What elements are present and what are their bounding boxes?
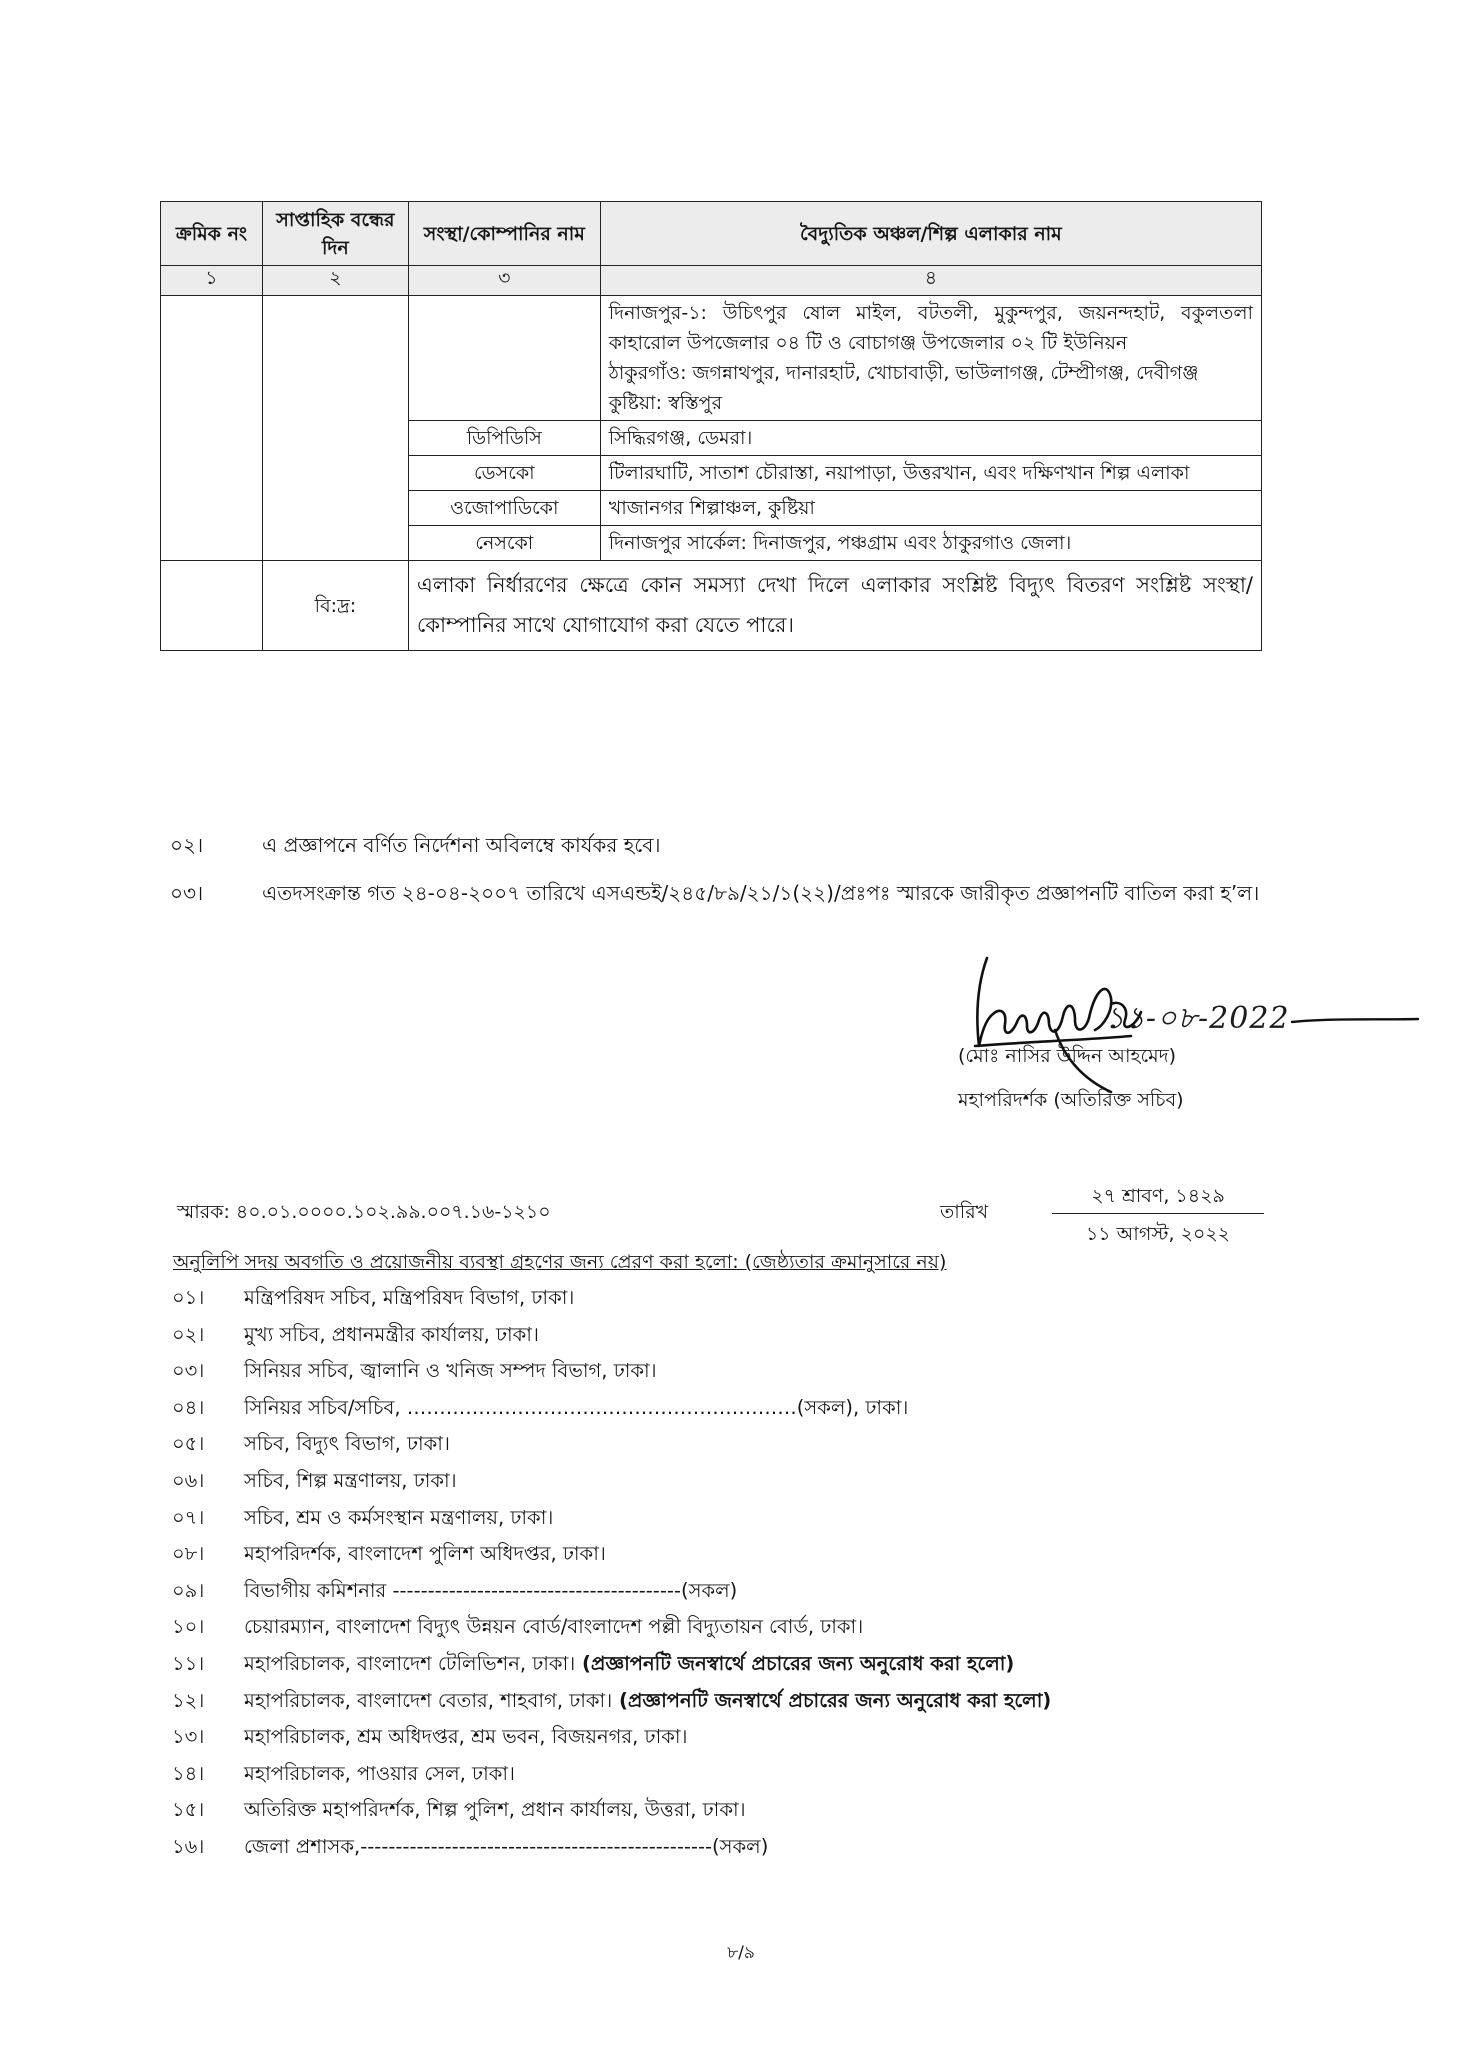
item-text: মহাপরিচালক, বাংলাদেশ বেতার, শাহবাগ, ঢাকা। (244, 1688, 613, 1712)
area-cell: সিদ্ধিরগঞ্জ, ডেমরা। (600, 421, 1261, 456)
header-company: সংস্থা/কোম্পানির নাম (408, 202, 600, 266)
list-item (172, 1500, 1272, 1537)
list-item (172, 1390, 1272, 1427)
column-number: ২ (262, 266, 408, 296)
item-number: ০৩। (172, 1359, 205, 1383)
signature-date: ১১-০৮-2022 (1105, 1001, 1290, 1036)
column-number: ৪ (600, 266, 1261, 296)
serial-cell (161, 296, 263, 561)
item-text: মহাপরিচালক, পাওয়ার সেল, ঢাকা। (244, 1761, 516, 1785)
item-number: ১১। (172, 1651, 205, 1675)
list-item (172, 1463, 1272, 1500)
header-area: বৈদ্যুতিক অঞ্চল/শিল্প এলাকার নাম (600, 202, 1261, 266)
area-line: দিনাজপুর-১: উচিৎপুর ষোল মাইল, বটতলী, মুকুন্দপুর, জয়নন্দহাট, বকুলতলা কাহারোল উপজেলার ০৪ টি ও বোচাগঞ্জ উপজেলার ০২ টি ইউনিয়ন (608, 302, 1253, 354)
area-cell (600, 296, 1261, 421)
item-number: ০৮। (172, 1542, 205, 1566)
company-cell: ডিপিডিসি (408, 421, 600, 456)
table-row (161, 296, 1262, 421)
item-request-note: (প্রজ্ঞাপনটি জনস্বার্থে প্রচারের জন্য অনুরোধ করা হলো) (575, 1651, 1015, 1675)
item-text: মন্ত্রিপরিষদ সচিব, মন্ত্রিপরিষদ বিভাগ, ঢাকা। (244, 1286, 575, 1309)
item-text: সিনিয়র সচিব, জ্বালানি ও খনিজ সম্পদ বিভাগ, ঢাকা। (244, 1359, 657, 1383)
signature-underline (1290, 1014, 1420, 1028)
item-request-note: (প্রজ্ঞাপনটি জনস্বার্থে প্রচারের জন্য অনুরোধ করা হলো) (612, 1688, 1052, 1712)
item-number: ১৬। (172, 1834, 205, 1858)
item-text: সিনিয়র সচিব/সচিব, ……………………………………………………(সকল), ঢাকা। (244, 1395, 909, 1419)
item-number: ১৪। (172, 1761, 205, 1785)
company-cell: ওজোপাডিকো (408, 491, 600, 526)
zone-table (160, 201, 1262, 651)
item-text: মুখ্য সচিব, প্রধানমন্ত্রীর কার্যালয়, ঢাকা। (244, 1322, 539, 1346)
item-text: চেয়ারম্যান, বাংলাদেশ বিদ্যুৎ উন্নয়ন বোর্ড/বাংলাদেশ পল্লী বিদ্যুতায়ন বোর্ড, ঢাকা। (244, 1615, 864, 1639)
list-item (172, 1317, 1272, 1354)
memo-date (1052, 1178, 1264, 1250)
item-number: ০১। (172, 1286, 205, 1309)
company-cell: নেসকো (408, 526, 600, 561)
item-text: সচিব, বিদ্যুৎ বিভাগ, ঢাকা। (244, 1432, 450, 1456)
holiday-cell (262, 296, 408, 561)
list-item (172, 1756, 1272, 1793)
item-text: জেলা প্রশাসক,--------------------------------------------------(সকল) (244, 1834, 769, 1858)
column-number: ৩ (408, 266, 600, 296)
item-text: মহাপরিদর্শক, বাংলাদেশ পুলিশ অধিদপ্তর, ঢাকা। (244, 1542, 606, 1566)
table-column-number-row (161, 266, 1262, 296)
paragraph (170, 826, 1262, 864)
item-number: ০৭। (172, 1505, 205, 1529)
company-cell: ডেসকো (408, 456, 600, 491)
paragraph (170, 874, 1262, 912)
area-cell: দিনাজপুর সার্কেল: দিনাজপুর, পঞ্চগ্রাম এবং ঠাকুরগাও জেলা। (600, 526, 1261, 561)
area-cell: টিলারঘাটি, সাতাশ চৌরাস্তা, নয়াপাড়া, উত্তরখান, এবং দক্ষিণখান শিল্প এলাকা (600, 456, 1261, 491)
copy-heading: অনুলিপি সদয় অবগতি ও প্রয়োজনীয় ব্যবস্থা গ্রহণের জন্য প্রেরণ করা হলো: (জেষ্ঠ্যতার ক্রমানুসারে নয়) (173, 1251, 947, 1273)
paragraph-number: ০৩। (170, 881, 204, 905)
list-item (172, 1353, 1272, 1390)
recipient-list (172, 1280, 1272, 1866)
list-item (172, 1683, 1272, 1720)
note-text: এলাকা নির্ধারণের ক্ষেত্রে কোন সমস্যা দেখা দিলে এলাকার সংশ্লিষ্ট বিদ্যুৎ বিতরণ সংশ্লিষ্ট সংস্থা/কোম্পানির সাথে যোগাযোগ করা যেতে পারে। (408, 561, 1261, 651)
item-text: মহাপরিচালক, বাংলাদেশ টেলিভিশন, ঢাকা। (244, 1651, 576, 1675)
header-weekly-holiday: সাপ্তাহিক বন্ধের দিন (262, 202, 408, 266)
date-bangla: ২৭ শ্রাবণ, ১৪২৯ (1052, 1178, 1264, 1214)
column-number: ১ (161, 266, 263, 296)
area-line: কুষ্টিয়া: স্বস্তিপুর (608, 392, 723, 414)
item-number: ০৬। (172, 1468, 205, 1492)
item-number: ১২। (172, 1688, 205, 1712)
signer-name: (মোঃ নাসির উদ্দিন আহমেদ) (958, 1045, 1177, 1067)
list-item (172, 1609, 1272, 1646)
paragraph-number: ০২। (170, 833, 204, 857)
table-note-row (161, 561, 1262, 651)
item-number: ০৯। (172, 1578, 205, 1602)
note-empty-cell (161, 561, 263, 651)
page-number: ৮/৯ (727, 1943, 755, 1963)
table-header-row (161, 202, 1262, 266)
area-line: ঠাকুরগাঁও: জগন্নাথপুর, দানারহাট, খোচাবাড়ী, ভাউলাগঞ্জ, টেম্প্রীগঞ্জ, দেবীগঞ্জ (608, 362, 1199, 384)
date-label: তারিখ (940, 1201, 989, 1223)
header-serial: ক্রমিক নং (161, 202, 263, 266)
note-label: বি:দ্র: (262, 561, 408, 651)
list-item (172, 1573, 1272, 1610)
item-number: ১৩। (172, 1725, 205, 1749)
item-number: ০৫। (172, 1432, 205, 1456)
item-text: বিভাগীয় কমিশনার -----------------------------------------(সকল) (244, 1578, 738, 1602)
list-item (172, 1426, 1272, 1463)
list-item (172, 1646, 1272, 1683)
list-item (172, 1719, 1272, 1756)
list-item (172, 1829, 1272, 1866)
item-text: মহাপরিচালক, শ্রম অধিদপ্তর, শ্রম ভবন, বিজয়নগর, ঢাকা। (244, 1725, 688, 1749)
date-english: ১১ আগস্ট, ২০২২ (1085, 1223, 1231, 1245)
company-cell (408, 296, 600, 421)
list-item (172, 1536, 1272, 1573)
list-item (172, 1792, 1272, 1829)
signer-designation: মহাপরিদর্শক (অতিরিক্ত সচিব) (958, 1089, 1184, 1111)
list-item (172, 1280, 1272, 1317)
item-text: অতিরিক্ত মহাপরিদর্শক, শিল্প পুলিশ, প্রধান কার্যালয়, উত্তরা, ঢাকা। (244, 1798, 746, 1822)
item-number: ০৪। (172, 1395, 205, 1419)
paragraph-text: এ প্রজ্ঞাপনে বর্ণিত নির্দেশনা অবিলম্বে কার্যকর হবে। (262, 833, 661, 857)
item-number: ১৫। (172, 1798, 205, 1822)
area-cell: খাজানগর শিল্পাঞ্চল, কুষ্টিয়া (600, 491, 1261, 526)
item-text: সচিব, শ্রম ও কর্মসংস্থান মন্ত্রণালয়, ঢাকা। (244, 1505, 554, 1529)
memo-reference: স্মারক: ৪০.০১.০০০০.১০২.৯৯.০০৭.১৬-১২১০ (177, 1201, 551, 1223)
item-number: ০২। (172, 1322, 205, 1346)
item-number: ১০। (172, 1615, 205, 1639)
paragraph-text: এতদসংক্রান্ত গত ২৪-০৪-২০০৭ তারিখে এসএন্ডই/২৪৫/৮৯/২১/১(২২)/প্রঃপঃ স্মারকে জারীকৃত প্রজ্ঞাপনটি বাতিল করা হ’ল। (262, 881, 1260, 905)
item-text: সচিব, শিল্প মন্ত্রণালয়, ঢাকা। (244, 1468, 457, 1492)
